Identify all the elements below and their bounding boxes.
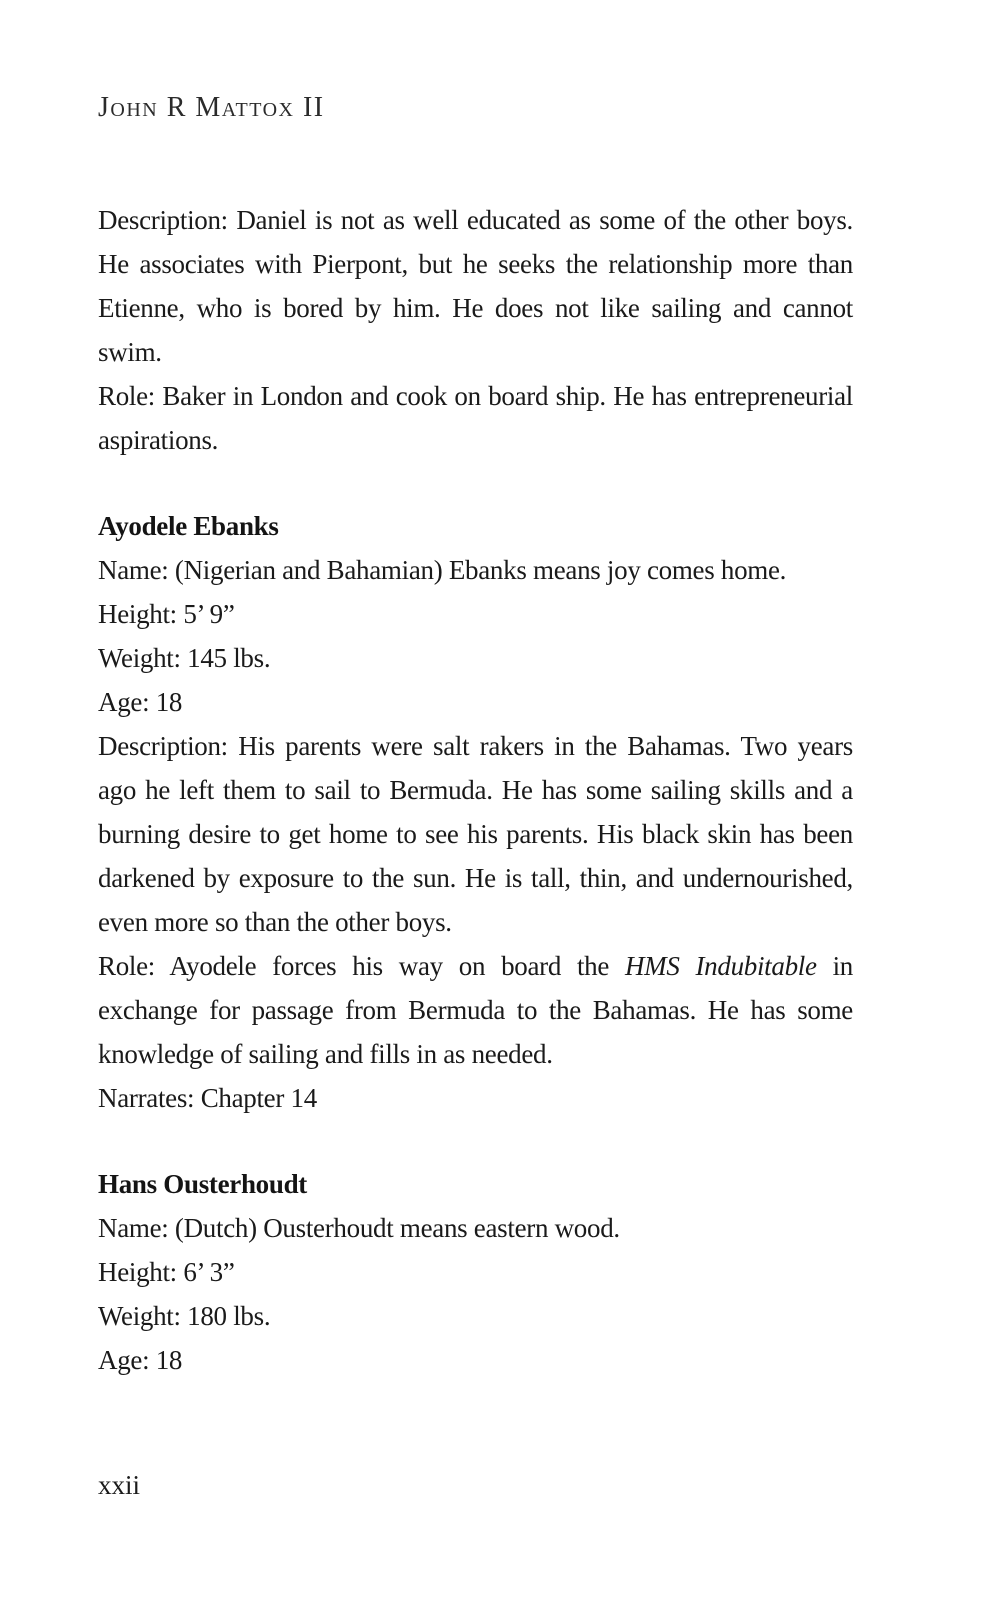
ayodele-name-line: Name: (Nigerian and Bahamian) Ebanks means joy comes home. bbox=[98, 555, 787, 585]
ayodele-age-line: Age: 18 bbox=[98, 687, 183, 717]
hans-weight-line: Weight: 180 lbs. bbox=[98, 1301, 271, 1331]
character-heading-ayodele: Ayodele Ebanks bbox=[98, 511, 279, 541]
page-number: xxii bbox=[98, 1470, 141, 1500]
ayodele-narrates-line: Narrates: Chapter 14 bbox=[98, 1083, 317, 1113]
ayodele-height-line: Height: 5’ 9” bbox=[98, 599, 235, 629]
hans-age-line: Age: 18 bbox=[98, 1345, 183, 1375]
ayodele-role-suffix: in exchange for passage from Bermuda to the Bahamas. He has some knowledge of sailing and fills in as needed. bbox=[98, 951, 853, 1069]
daniel-role-paragraph: Role: Baker in London and cook on board ship. He has entrepreneurial aspirations. bbox=[98, 381, 853, 455]
page-content bbox=[98, 198, 853, 1382]
character-heading-hans: Hans Ousterhoudt bbox=[98, 1169, 307, 1199]
ayodele-role-prefix: Role: Ayodele forces his way on board the bbox=[98, 951, 625, 981]
ayodele-description-paragraph: Description: His parents were salt rakers in the Bahamas. Two years ago he left them to sail to Bermuda. He has some sailing skills and a burning desire to get home to see his parents. His black skin has been darkened by exposure to the sun. He is tall, thin, and undernourished, even more so than the other boys. bbox=[98, 731, 853, 937]
running-head: John R Mattox II bbox=[98, 92, 325, 123]
hans-height-line: Height: 6’ 3” bbox=[98, 1257, 235, 1287]
ayodele-role-paragraph bbox=[98, 944, 853, 1076]
ayodele-weight-line: Weight: 145 lbs. bbox=[98, 643, 271, 673]
daniel-description-paragraph: Description: Daniel is not as well educated as some of the other boys. He associates with Pierpont, but he seeks the relationship more than Etienne, who is bored by him. He does not like sailing and cannot swim. bbox=[98, 205, 853, 367]
ship-name: HMS Indubitable bbox=[624, 951, 817, 981]
hans-name-line: Name: (Dutch) Ousterhoudt means eastern wood. bbox=[98, 1213, 620, 1243]
